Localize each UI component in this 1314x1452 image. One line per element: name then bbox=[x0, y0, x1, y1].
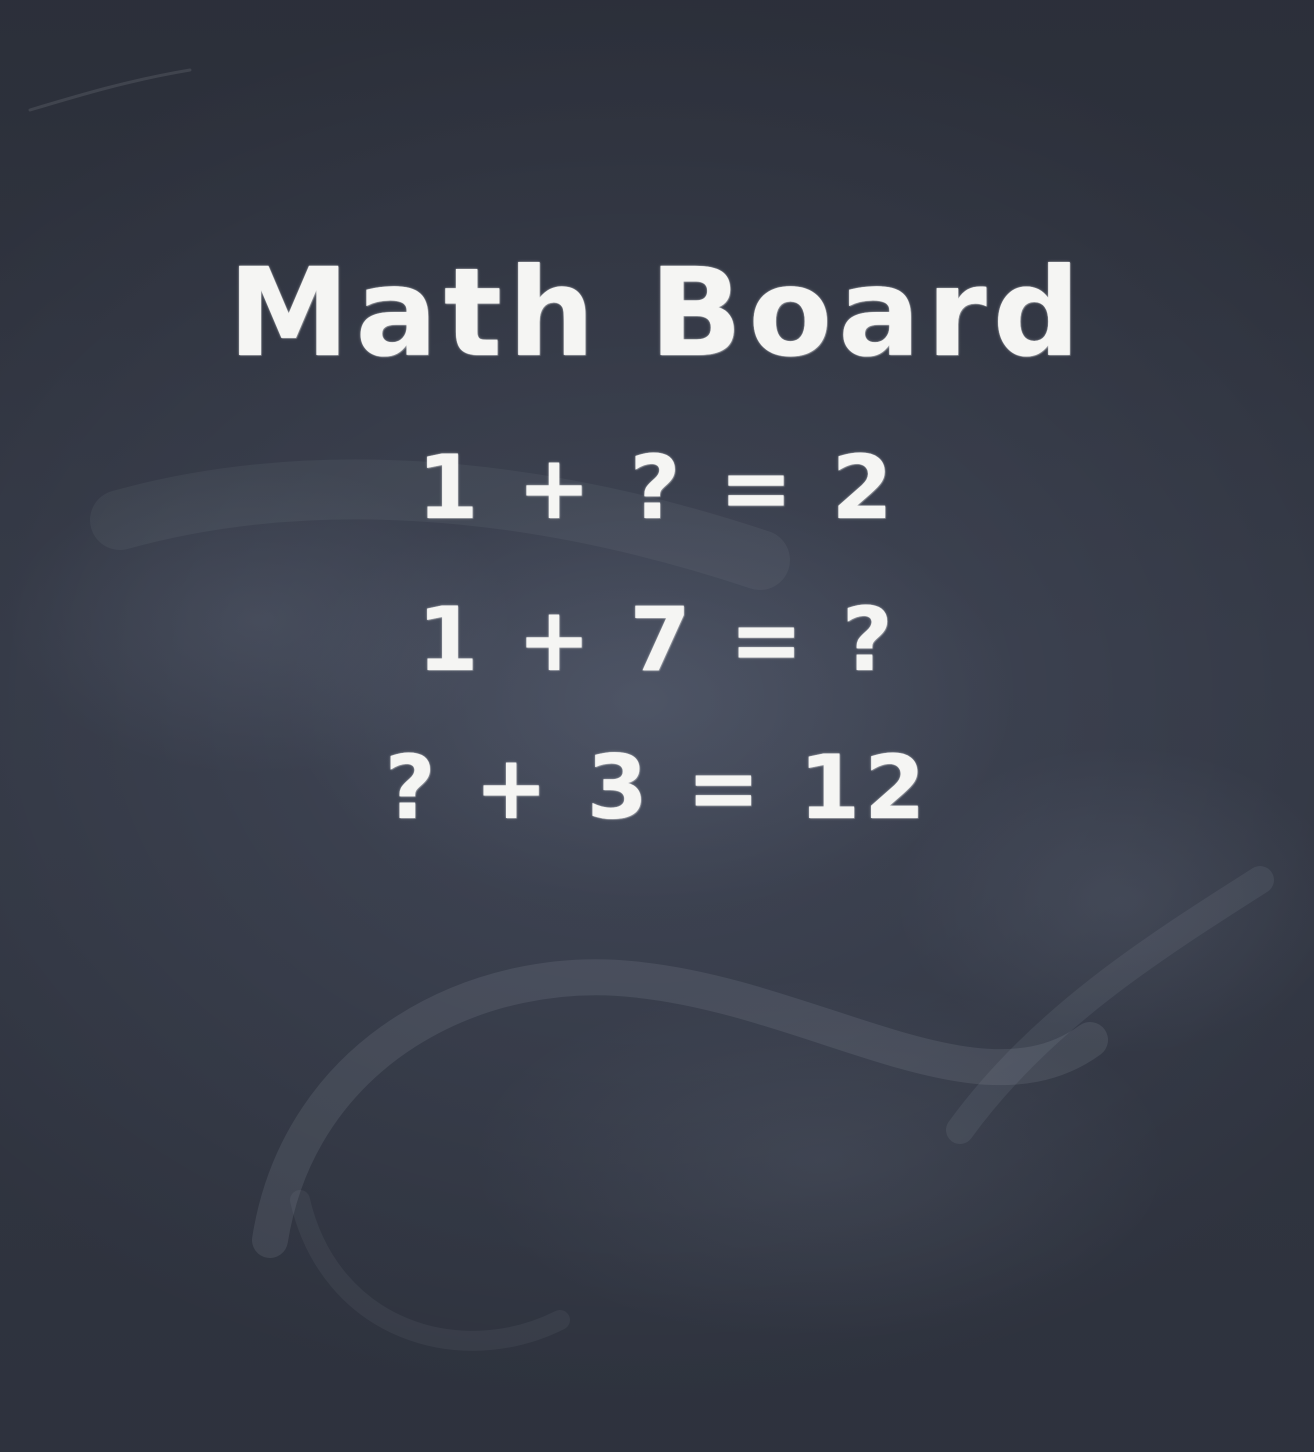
chalk-faint-loop bbox=[300, 1200, 560, 1341]
board-title: Math Board bbox=[227, 242, 1086, 384]
equation-2: 1 + 7 = ? bbox=[417, 588, 897, 691]
equation-3: ? + 3 = 12 bbox=[384, 736, 930, 839]
equation-1: 1 + ? = 2 bbox=[417, 436, 897, 539]
chalk-erase-streak bbox=[960, 880, 1260, 1130]
chalk-erase-arc bbox=[270, 977, 1090, 1240]
chalk-scratch-line bbox=[30, 70, 190, 110]
